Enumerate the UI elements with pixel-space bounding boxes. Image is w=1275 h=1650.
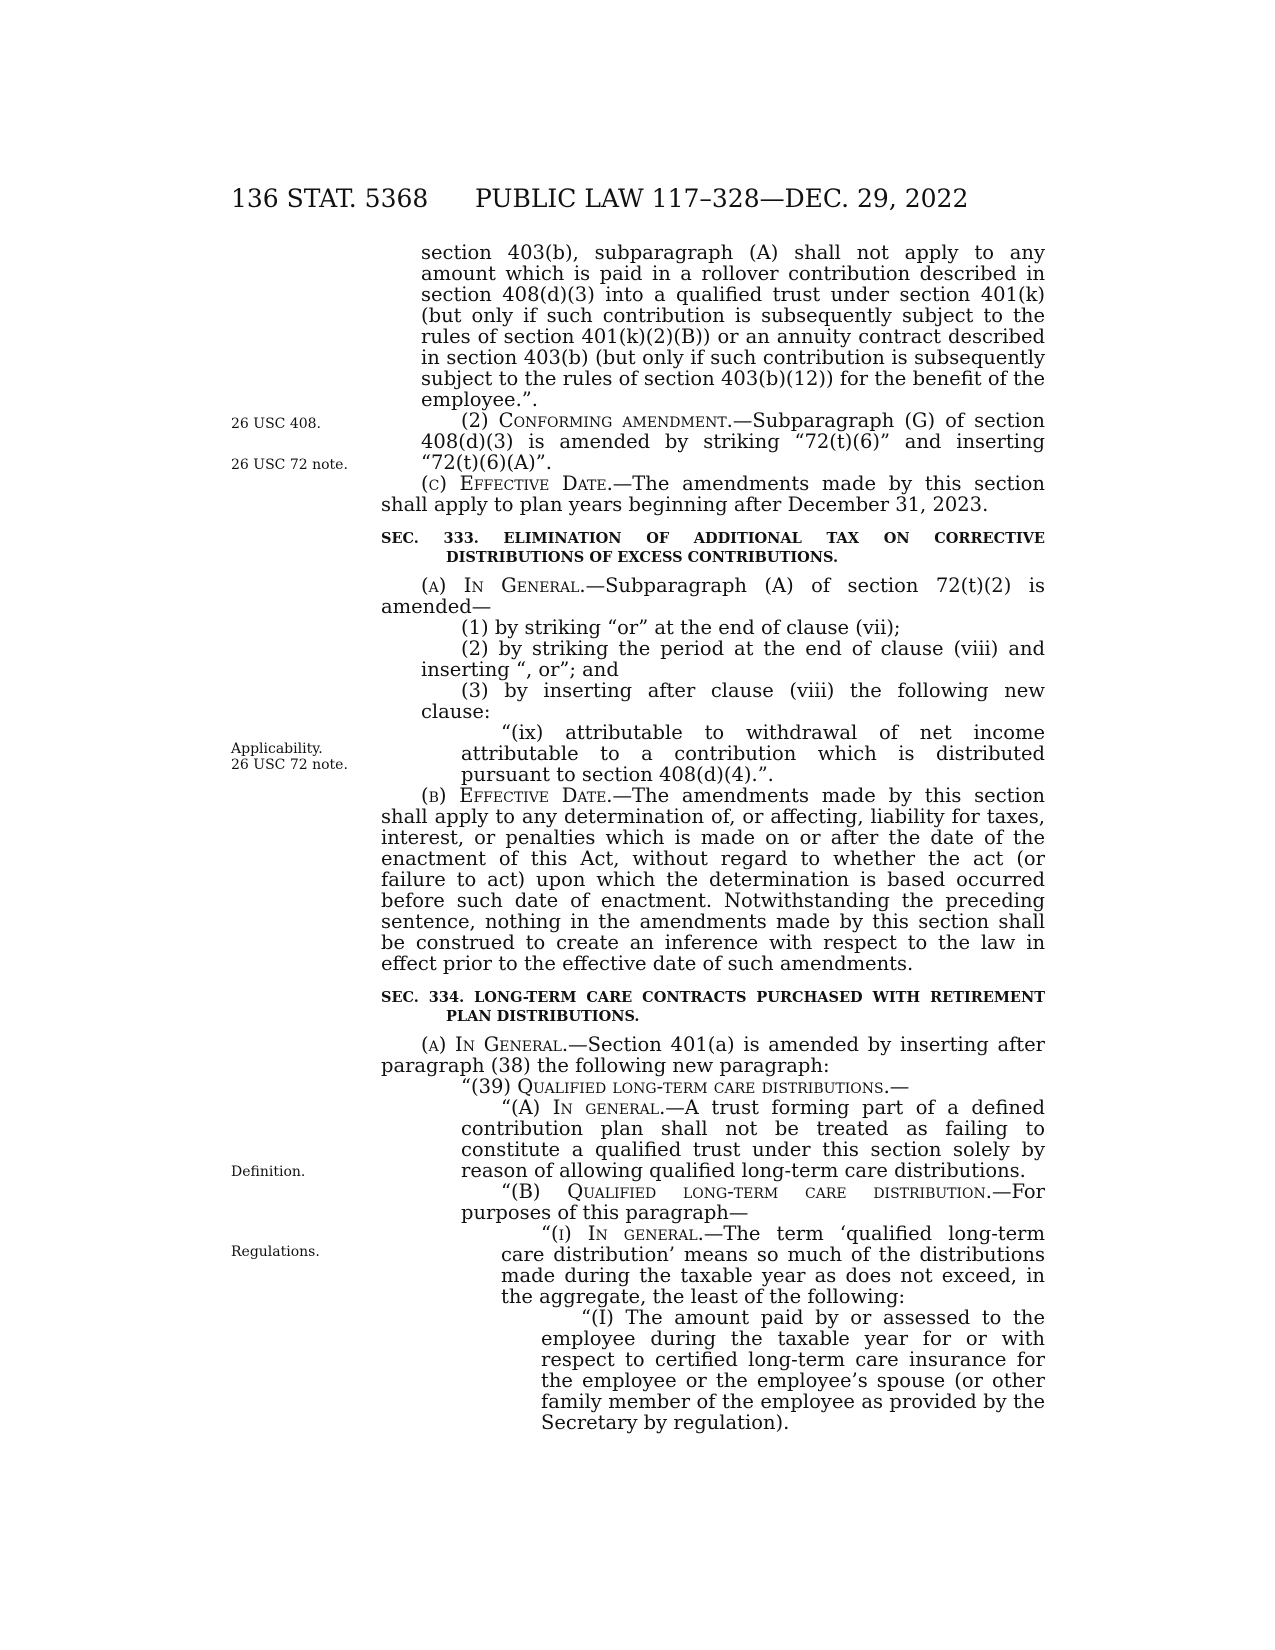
heading-B-qualified: “(B) Qualified long-term care distribution.	[501, 1180, 992, 1203]
subparagraph-A: “(A) In general.—A trust forming part of a defined contribution plan shall not be treated as failing to constitute a qualified trust under this section solely by reason of allowing qualified long-term care distributions.	[461, 1096, 1045, 1182]
heading-A-in-general: “(A) In general.	[501, 1096, 666, 1119]
clause-ix: “(ix) attributable to withdrawal of net income attributable to a contribution which is distributed pursuant to section 408(d)(4).”.	[461, 721, 1045, 786]
page-header	[0, 184, 1275, 216]
subparagraph-B: “(B) Qualified long-term care distribution.—For purposes of this paragraph—	[461, 1180, 1045, 1224]
section-333-a-2: (2) by striking the period at the end of clause (viii) and inserting “, or”; and	[421, 637, 1045, 681]
stat-reference: 136 STAT. 5368	[231, 184, 429, 213]
heading-in-general-334: (a) In General.	[421, 1033, 569, 1056]
margin-note-definition: Definition.	[231, 1164, 306, 1180]
law-title: PUBLIC LAW 117–328—DEC. 29, 2022	[475, 184, 969, 213]
subclause-I: “(I) The amount paid by or assessed to the employee during the taxable year for or with respect to certified long-term care insurance for the employee or the employee’s spouse (or other family member of the employee as provided by the Secretary by regulation).	[541, 1306, 1045, 1434]
paragraph-conforming-amendment: (2) Conforming amendment.—Subparagraph (G) of section 408(d)(3) is amended by striking “72(t)(6)” and inserting “72(t)(6)(A)”.	[421, 409, 1045, 474]
heading-conforming-amendment: (2) Conforming amendment.	[461, 409, 733, 432]
section-334-title: SEC. 334. LONG-TERM CARE CONTRACTS PURCHASED WITH RETIREMENT PLAN DISTRIBUTIONS.	[381, 989, 1045, 1025]
heading-i-in-general: “(i) In general.	[541, 1222, 704, 1245]
section-333-b: (b) Effective Date.—The amendments made by this section shall apply to any determination of, or affecting, liability for taxes, interest, or penalties which is made on or after the date of the enactment of this Act, without regard to whether the act (or failure to act) upon which the determination is based occurred before such date of enactment. Notwithstanding the preceding sentence, nothing in the amendments made by this section shall be construed to create an inference with respect to the law in effect prior to the effective date of such amendments.	[381, 784, 1045, 975]
heading-effective-date-b: (b) Effective Date.	[421, 784, 613, 807]
paragraph-39: “(39) Qualified long-term care distributions.—	[461, 1075, 910, 1098]
paragraph-continuation: section 403(b), subparagraph (A) shall not apply to any amount which is paid in a rollover contribution described in section 408(d)(3) into a qualified trust under section 401(k) (but only if such contribution is subsequently subject to the rules of section 401(k)(2)(B)) or an annuity contract described in section 403(b) (but only if such contribution is subsequently subject to the rules of section 403(b)(12)) for the benefit of the employee.”.	[421, 241, 1045, 411]
paragraph-effective-date-c: (c) Effective Date.—The amendments made by this section shall apply to plan years beginning after December 31, 2023.	[381, 472, 1045, 516]
section-333-title: SEC. 333. ELIMINATION OF ADDITIONAL TAX ON CORRECTIVE DISTRIBUTIONS OF EXCESS CONTRIBUTIONS.	[381, 530, 1045, 566]
margin-note-applicability: Applicability.	[231, 741, 323, 757]
heading-effective-date: (c) Effective Date.	[421, 472, 613, 495]
section-333-a-1: (1) by striking “or” at the end of clause (vii);	[461, 616, 901, 639]
section-334-a: (a) In General.—Section 401(a) is amended by inserting after paragraph (38) the following new paragraph:	[381, 1033, 1045, 1077]
clause-i: “(i) In general.—The term ‘qualified long-term care distribution’ means so much of the distributions made during the taxable year as does not exceed, in the aggregate, the least of the following:	[501, 1222, 1045, 1308]
section-333-a-3: (3) by inserting after clause (viii) the following new clause:	[421, 679, 1045, 723]
margin-note-regulations: Regulations.	[231, 1244, 320, 1260]
margin-note-usc-72-note: 26 USC 72 note.	[231, 457, 348, 473]
document-body	[381, 242, 1045, 1433]
heading-in-general: (a) In General.	[421, 574, 586, 597]
margin-note-usc-408: 26 USC 408.	[231, 416, 321, 432]
section-333-a: (a) In General.—Subparagraph (A) of section 72(t)(2) is amended—	[381, 574, 1045, 618]
margin-note-usc-72-note-2: 26 USC 72 note.	[231, 757, 348, 773]
